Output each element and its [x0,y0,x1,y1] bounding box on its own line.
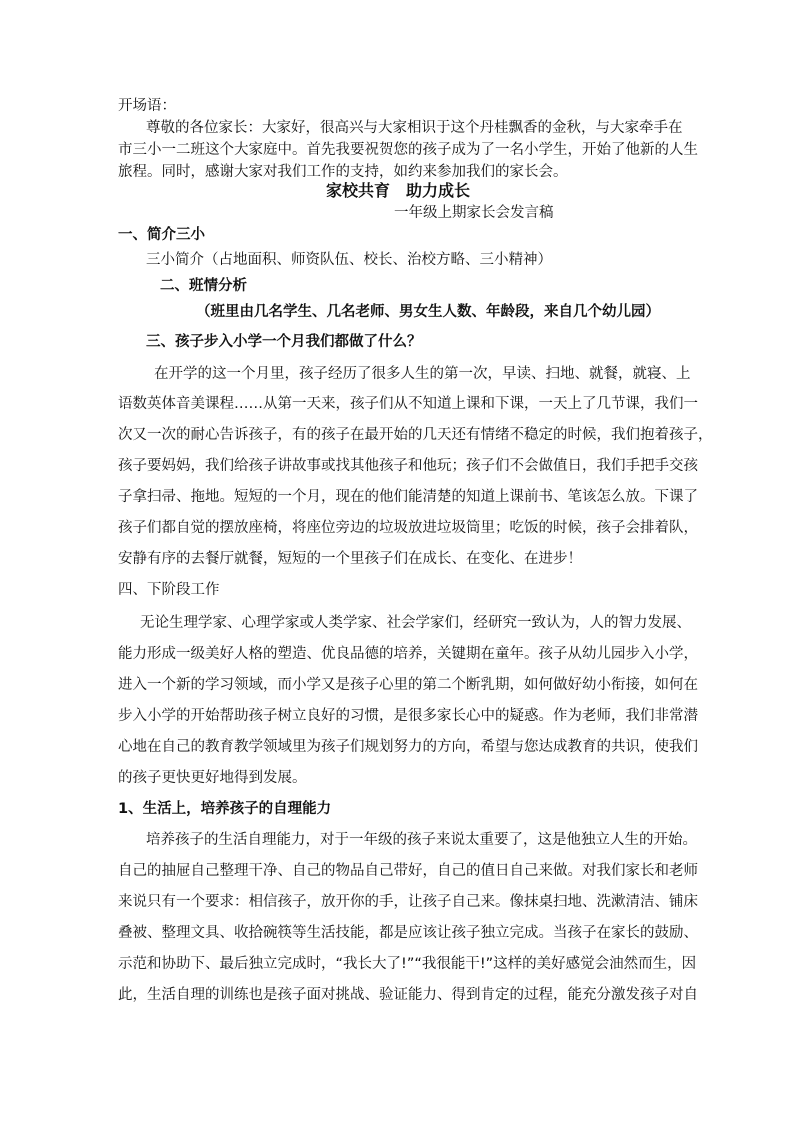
subsection-1-line-3: 来说只有一个要求：相信孩子，放开你的手，让孩子自己来。像抹桌扫地、洗漱清洁、铺床 [118,894,698,910]
section-3-line-7: 安静有序的去餐厅就餐，短短的一个里孩子们在成长、在变化、在进步！ [118,551,582,567]
opening-line-2: 市三小一二班这个大家庭中。首先我要祝贺您的孩子成为了一名小学生，开始了他新的人生 [118,142,698,158]
subsection-1-line-4: 叠被、整理文具、收拾碗筷等生活技能，都是应该让孩子独立完成。当孩子在家长的鼓励、 [118,925,698,941]
subsection-1-heading: 1、生活上，培养孩子的自理能力 [118,801,332,817]
section-4-line-6: 的孩子更快更好地得到发展。 [118,770,307,786]
section-3-line-2: 语数英体音美课程……从第一天来，孩子们从不知道上课和下课，一天上了几节课，我们一 [118,396,698,412]
subsection-1-line-1: 培养孩子的生活自理能力，对于一年级的孩子来说太重要了，这是他独立人生的开始。 [146,832,697,848]
section-4-line-5: 心地在自己的教育教学领域里为孩子们规划努力的方向，希望与您达成教育的共识，使我们 [118,739,698,755]
section-3-line-3: 次又一次的耐心告诉孩子，有的孩子在最开始的几天还有情绪不稳定的时候，我们抱着孩子， [118,427,713,443]
subsection-1-line-5: 示范和协助下、最后独立完成时，“我长大了!”“我很能干!”这样的美好感觉会油然而生，因 [118,956,697,972]
section-4-line-3: 进入一个新的学习领域，而小学又是孩子心里的第二个断乳期，如何做好幼小衔接，如何在 [118,677,698,693]
section-3-line-6: 孩子们都自觉的摆放座椅，将座位旁边的垃圾放进垃圾筒里；吃饭的时候，孩子会排着队， [118,520,698,536]
subsection-1-line-6: 此，生活自理的训练也是孩子面对挑战、验证能力、得到肯定的过程，能充分激发孩子对自 [118,987,698,1003]
section-2-heading: 二、班情分析 [160,278,247,294]
section-1-text: 三小简介（占地面积、师资队伍、校长、治校方略、三小精神） [146,252,552,268]
section-3-line-1: 在开学的这一个月里，孩子经历了很多人生的第一次，早读、扫地、就餐，就寝、上 [154,366,691,382]
section-3-line-4: 孩子要妈妈，我们给孩子讲故事或找其他孩子和他玩；孩子们不会做值日，我们手把手交孩 [118,458,698,474]
document-title: 家校共育 助力成长 [326,181,471,200]
section-2-text: （班里由几名学生、几名老师、男女生人数、年龄段，来自几个幼儿园） [196,304,660,320]
section-4-line-1: 无论生理学家、心理学家或人类学家、社会学家们，经研究一致认为，人的智力发展、 [140,615,691,631]
section-3-heading: 三、孩子步入小学一个月我们都做了什么？ [146,334,422,350]
subsection-1-line-2: 自己的抽屉自己整理干净、自己的物品自己带好，自己的值日自己来做。对我们家长和老师 [118,863,698,879]
section-4-heading: 四、下阶段工作 [118,582,220,598]
opening-label: 开场语： [118,98,176,114]
section-4-line-4: 步入小学的开始帮助孩子树立良好的习惯，是很多家长心中的疑惑。作为老师，我们非常潜 [118,708,698,724]
section-1-heading: 一、简介三小 [118,227,205,243]
opening-line-1: 尊敬的各位家长：大家好，很高兴与大家相识于这个丹桂飘香的金秋，与大家牵手在 [146,120,683,136]
section-4-line-2: 能力形成一级美好人格的塑造、优良品德的培养，关键期在童年。孩子从幼儿园步入小学， [118,646,698,662]
section-3-line-5: 子拿扫帚、拖地。短短的一个月，现在的他们能清楚的知道上课前书、笔该怎么放。下课了 [118,489,698,505]
opening-line-3: 旅程。同时，感谢大家对我们工作的支持，如约来参加我们的家长会。 [118,164,568,180]
document-subtitle: 一年级上期家长会发言稿 [394,205,554,221]
